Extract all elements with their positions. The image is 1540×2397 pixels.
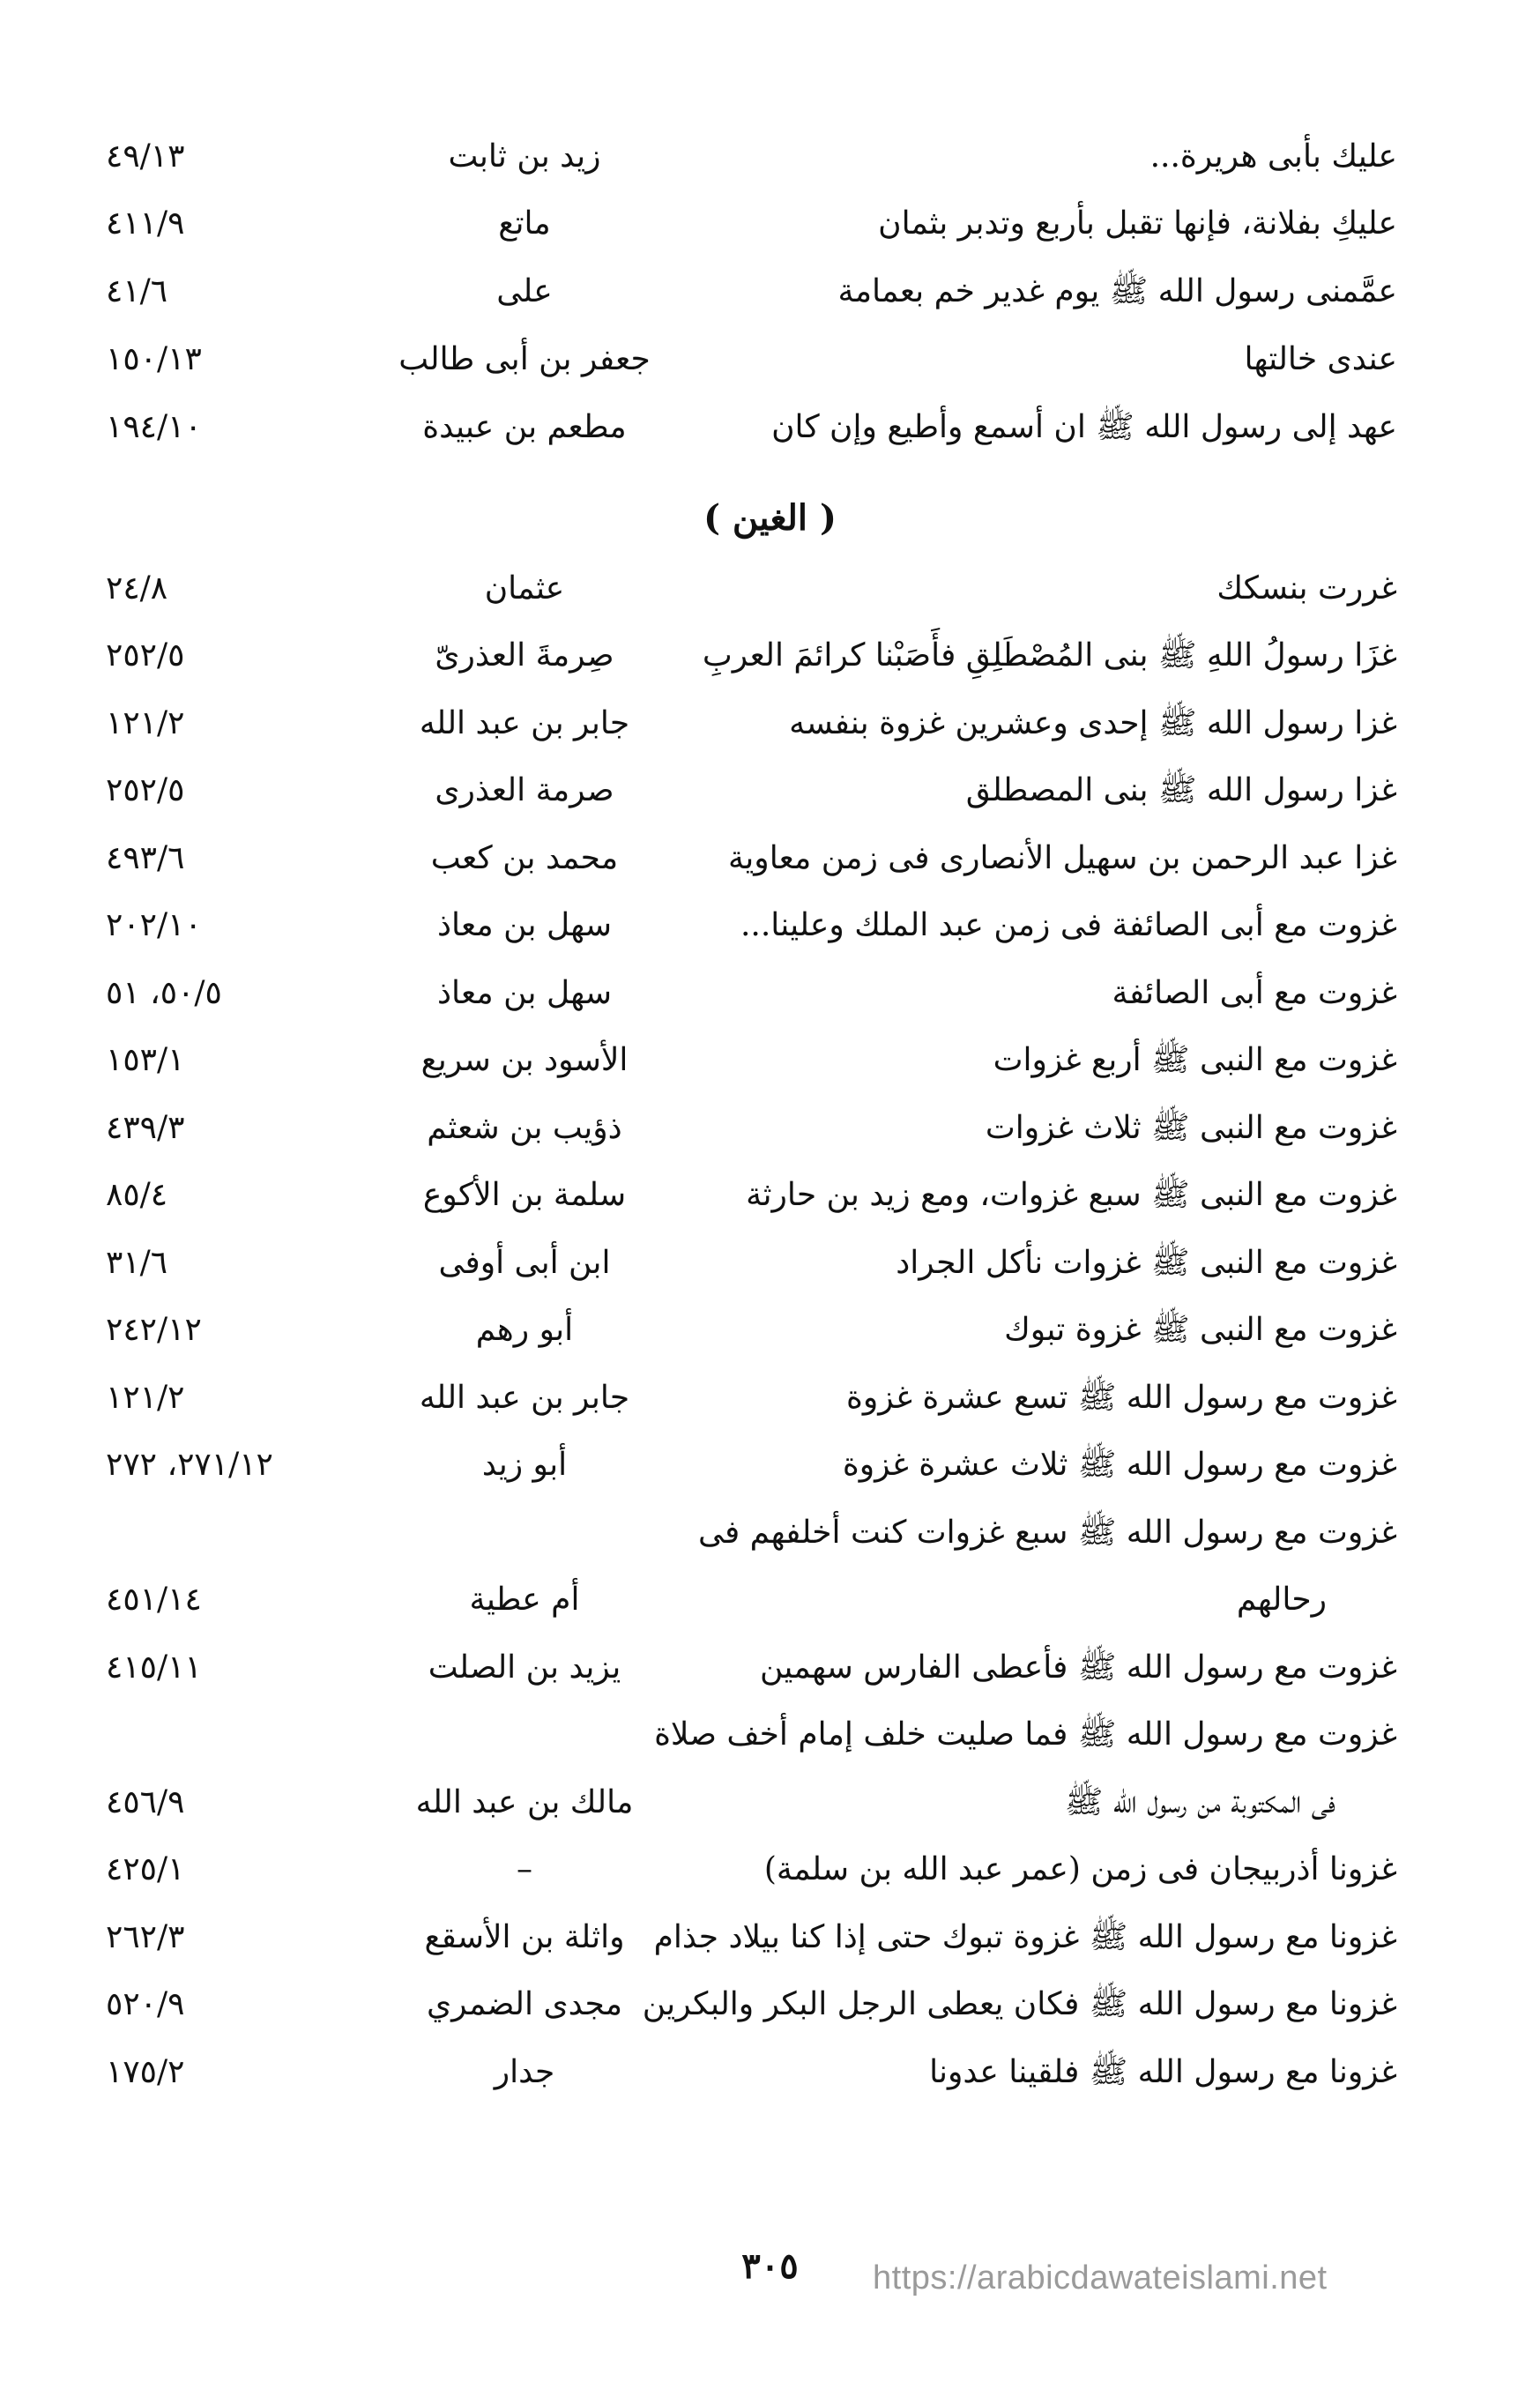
volume-page-reference: ٢٠٢/١٠	[106, 907, 202, 943]
watermark-url: https://arabicdawateislami.net	[873, 2259, 1328, 2297]
narrator-name: عثمان	[484, 570, 565, 607]
table-row	[0, 1498, 1540, 1568]
hadith-phrase: غررت بنسكك	[1216, 570, 1397, 607]
volume-page-reference: ٢٥٢/٥	[106, 637, 185, 674]
narrator-name: جابر بن عبد الله	[419, 705, 630, 741]
volume-page-reference: ٢٥٢/٥	[106, 772, 185, 808]
narrator-name: مجدى الضمري	[426, 1986, 623, 2022]
narrator-name	[379, 1700, 670, 1770]
hadith-phrase: غزوت مع النبى ﷺ سبع غزوات، ومع زيد بن حارثة	[746, 1177, 1397, 1213]
volume-page-reference: ٤٩٣/٦	[106, 840, 185, 876]
volume-page-reference: ٤١١/٩	[106, 205, 185, 242]
hadith-phrase: غزوت مع النبى ﷺ ثلاث غزوات	[985, 1110, 1397, 1146]
hadith-phrase: غزوت مع رسول الله ﷺ فأعطى الفارس سهمين	[759, 1649, 1397, 1686]
hadith-phrase: عهد إلى رسول الله ﷺ ان أسمع وأطيع وإن كان	[771, 409, 1397, 445]
hadith-phrase: غزا رسول الله ﷺ بنى المصطلق	[965, 772, 1397, 808]
hadith-phrase: رحالهم	[1236, 1582, 1327, 1618]
hadith-phrase: غزوت مع النبى ﷺ غزوات نأكل الجراد	[896, 1245, 1397, 1281]
volume-page-reference: ٢٤٢/١٢	[106, 1312, 202, 1348]
hadith-phrase: عليك بأبى هريرة...	[1149, 138, 1397, 175]
table-row	[0, 1430, 1540, 1500]
table-row	[0, 823, 1540, 894]
hadith-phrase: غزوت مع رسول الله ﷺ ثلاث عشرة غزوة	[842, 1447, 1397, 1483]
table-row	[0, 1768, 1540, 1838]
narrator-name: زيد بن ثابت	[448, 138, 601, 175]
section-heading: ( الغين )	[703, 497, 837, 539]
volume-page-reference: ٢٦٢/٣	[106, 1919, 185, 1955]
narrator-name: جعفر بن أبى طالب	[398, 341, 651, 377]
table-row	[0, 189, 1540, 259]
narrator-name: جدار	[494, 2054, 555, 2090]
volume-page-reference: ٤٣٩/٣	[106, 1110, 185, 1146]
narrator-name: جابر بن عبد الله	[419, 1380, 630, 1416]
volume-page-reference: ١٢١/٢	[106, 1380, 185, 1416]
table-row	[0, 122, 1540, 192]
narrator-name: ماتع	[498, 205, 551, 242]
volume-page-reference: ٤١/٦	[106, 273, 168, 309]
narrator-name: أبو رهم	[475, 1312, 574, 1348]
hadith-phrase: غزونا أذربيجان فى زمن (عمر عبد الله بن سلمة)	[763, 1851, 1397, 1887]
volume-page-reference: ٢٧١/١٢، ٢٧٢	[106, 1447, 273, 1483]
volume-page-reference: ٤٥١/١٤	[106, 1582, 202, 1618]
table-row	[0, 1093, 1540, 1164]
narrator-name: على	[496, 273, 553, 309]
table-row	[0, 621, 1540, 691]
volume-page-reference: ٤٩/١٣	[106, 138, 185, 175]
narrator-name	[379, 1498, 670, 1568]
hadith-phrase: غزوت مع النبى ﷺ غزوة تبوك	[1004, 1312, 1397, 1348]
narrator-name: –	[517, 1851, 532, 1887]
table-row	[0, 756, 1540, 826]
table-row	[0, 1835, 1540, 1905]
table-row	[0, 324, 1540, 395]
narrator-name: أبو زيد	[481, 1447, 568, 1483]
hadith-phrase: عندى خالتها	[1244, 341, 1397, 377]
table-row	[0, 257, 1540, 327]
hadith-phrase: عليكِ بفلانة، فإنها تقبل بأربع وتدبر بثمان	[878, 205, 1397, 242]
hadith-phrase: غزوت مع رسول الله ﷺ فما صليت خلف إمام أخف صلاة	[654, 1716, 1397, 1753]
table-row	[0, 1025, 1540, 1096]
table-row	[0, 1700, 1540, 1770]
hadith-phrase: غزَا رسولُ اللهِ ﷺ بنى المُصْطَلِقِ فأَصَبْنا كرائمَ العربِ	[702, 637, 1397, 674]
hadith-phrase: غزوت مع أبى الصائفة فى زمن عبد الملك وعلينا...	[740, 907, 1397, 943]
narrator-name: صِرمةَ العذرىّ	[435, 637, 614, 674]
volume-page-reference: ٤٢٥/١	[106, 1851, 185, 1887]
narrator-name: مطعم بن عبيدة	[422, 409, 627, 445]
volume-page-reference: ٣١/٦	[106, 1245, 168, 1281]
volume-page-reference: ٢٤/٨	[106, 570, 168, 607]
narrator-name: ابن أبى أوفى	[438, 1245, 611, 1281]
volume-page-reference: ٥٠/٥، ٥١	[106, 975, 222, 1011]
narrator-name: الأسود بن سريع	[420, 1042, 629, 1078]
table-row	[0, 392, 1540, 463]
volume-page-reference: ٨٥/٤	[106, 1177, 168, 1213]
hadith-phrase: غزونا مع رسول الله ﷺ فكان يعطى الرجل البكر والبكرين	[642, 1986, 1397, 2022]
volume-page-reference: ١٥٣/١	[106, 1042, 185, 1078]
hadith-phrase: غزونا مع رسول الله ﷺ غزوة تبوك حتى إذا كنا بيلاد جذام	[653, 1919, 1397, 1955]
narrator-name: سهل بن معاذ	[437, 907, 612, 943]
table-row	[0, 1228, 1540, 1299]
narrator-name: يزيد بن الصلت	[428, 1649, 621, 1686]
table-row	[0, 1160, 1540, 1231]
table-row	[0, 1363, 1540, 1433]
narrator-name: سلمة بن الأكوع	[422, 1177, 627, 1213]
volume-page-reference: ١٩٤/١٠	[106, 409, 202, 445]
narrator-name: مالك بن عبد الله	[415, 1784, 634, 1820]
hadith-phrase: غزوت مع رسول الله ﷺ تسع عشرة غزوة	[845, 1380, 1397, 1416]
table-row	[0, 1633, 1540, 1703]
hadith-phrase: غزونا مع رسول الله ﷺ فلقينا عدونا	[929, 2054, 1397, 2090]
table-row	[0, 1295, 1540, 1366]
hadith-phrase: غزوت مع النبى ﷺ أربع غزوات	[993, 1042, 1397, 1078]
hadith-phrase: فى المكتوبة من رسول الله ﷺ	[1064, 1784, 1335, 1820]
table-row	[0, 958, 1540, 1029]
table-row	[0, 2037, 1540, 2108]
table-row	[0, 890, 1540, 961]
table-row	[0, 689, 1540, 759]
narrator-name: أم عطية	[469, 1582, 580, 1618]
volume-page-reference: ٤٥٦/٩	[106, 1784, 185, 1820]
table-row	[0, 1565, 1540, 1635]
table-row	[0, 1969, 1540, 2040]
narrator-name: صرمة العذرى	[435, 772, 614, 808]
hadith-phrase: عمَّمنى رسول الله ﷺ يوم غدير خم بعمامة	[837, 273, 1397, 309]
volume-page-reference: ١٧٥/٢	[106, 2054, 185, 2090]
narrator-name: واثلة بن الأسقع	[424, 1919, 625, 1955]
volume-page-reference: ٤١٥/١١	[106, 1649, 202, 1686]
volume-page-reference	[106, 1498, 370, 1568]
hadith-phrase: غزا عبد الرحمن بن سهيل الأنصارى فى زمن معاوية	[727, 840, 1397, 876]
narrator-name: سهل بن معاذ	[437, 975, 612, 1011]
table-row	[0, 1902, 1540, 1973]
hadith-phrase: غزوت مع أبى الصائفة	[1112, 975, 1397, 1011]
volume-page-reference	[106, 1700, 370, 1770]
volume-page-reference: ٥٢٠/٩	[106, 1986, 185, 2022]
table-row	[0, 554, 1540, 624]
narrator-name: محمد بن كعب	[430, 840, 619, 876]
hadith-phrase: غزا رسول الله ﷺ إحدى وعشرين غزوة بنفسه	[789, 705, 1397, 741]
page-number: ٣٠٥	[741, 2245, 799, 2287]
volume-page-reference: ١٢١/٢	[106, 705, 185, 741]
narrator-name: ذؤيب بن شعثم	[427, 1110, 622, 1146]
volume-page-reference: ١٥٠/١٣	[106, 341, 202, 377]
hadith-phrase: غزوت مع رسول الله ﷺ سبع غزوات كنت أخلفهم فى	[697, 1515, 1397, 1551]
